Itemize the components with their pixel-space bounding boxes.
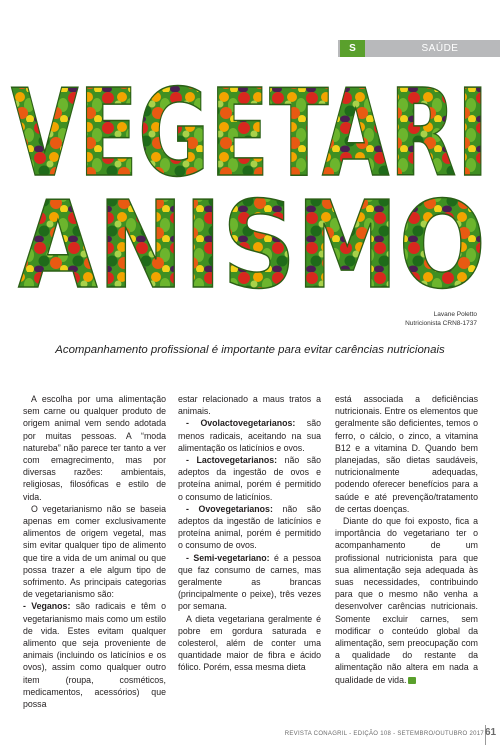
paragraph-final [335, 515, 478, 686]
paragraph-lacto [178, 454, 321, 503]
article-column-2 [178, 393, 321, 674]
paragraph-ovolacto [178, 417, 321, 454]
paragraph: estar relacionado a maus tratos a animais. [178, 394, 321, 417]
paragraph: A dieta vegetariana geralmente é pobre em gordura saturada e colesterol, além de conter uma quantidade maior de fibra e ácido fólico. Porém, essa mesma dieta [178, 613, 321, 673]
paragraph-veganos [23, 600, 166, 710]
title-line-1: VEGETARI [11, 65, 489, 204]
term-label: - Semi-vegetariano: [186, 552, 270, 563]
term-label: - Lactovegetarianos: [186, 455, 278, 466]
term-text: é a pessoa que faz consumo de carnes, mas geralmente as brancas (principalmente o peixe), três vezes por semana. [178, 552, 321, 612]
author-name: Lavane Poletto [433, 311, 477, 318]
term-text: são menos radicais, aceitando na sua alimentação os laticínios e ovos. [178, 418, 321, 453]
paragraph: O vegetarianismo não se baseia apenas em comer exclusivamente alimentos de origem vegetal, mas sim evitar qualquer tipo de alimento que tire a vida de um animal ou que possa trazer a ele algum tipo de sofrimento. As principais categorias de vegetarianismo são: [23, 503, 166, 600]
paragraph-text: Diante do que foi exposto, fica a importância do vegetariano ter o acompanhamento de um profissional nutricionista para que sua alimentação seja adequada às suas necessidades, contribuindo para que o mesmo não venha a desenvolver carências nutricionais. Somente excluir carnes, sem modificar o conteúdo global da alimentação, sem preocupação com a qualidade do restante da alimentação não altera em nada a qualidade de vida. [335, 516, 478, 685]
author-credit [352, 310, 477, 328]
section-badge: S [340, 40, 365, 57]
section-name: SAÚDE [421, 43, 459, 54]
term-text: são radicais e têm o vegetarianismo mais como um estilo de vida. Estes evitam qualquer alimento que seja proveniente de animais (incluindo os laticínios e os ovos), assim como qualquer outro item (roupa, cosméticos, medicamentos, acessórios) que possa [23, 601, 166, 710]
title-line-2: ANISMO [18, 177, 486, 302]
article-column-3 [335, 393, 478, 686]
term-label: - Veganos: [23, 601, 71, 612]
term-text: não são adeptos da ingestão de ovos e proteína animal, porém é permitido o consumo de laticínios. [178, 455, 321, 502]
term-label: - Ovolactovegetarianos: [186, 418, 296, 429]
page-number: 61 [485, 727, 497, 738]
paragraph-semi [178, 552, 321, 613]
article-subtitle: Acompanhamento profissional é importante para evitar carências nutricionais [55, 344, 445, 356]
footer-publication: REVISTA CONAGRIL - EDIÇÃO 108 - SETEMBRO/OUTUBRO 2017 [284, 731, 484, 737]
end-of-article-icon [408, 677, 416, 684]
author-role: Nutricionista CRN8-1737 [405, 320, 477, 327]
term-text: não são adeptos da ingestão de laticínios e proteína animal, porém é permitido o consumo de ovos. [178, 503, 321, 551]
paragraph: A escolha por uma alimentação sem carne ou qualquer produto de origem animal vem sendo adotada por muitas pessoas. A “moda natureba” não parece ter tanto a ver com emagrecimento, mas por diversas razões: ambientais, religiosas, filosóficas e estilo de vida. [23, 394, 166, 502]
article-column-1 [23, 393, 166, 710]
title-artwork [0, 62, 500, 302]
term-label: - Ovovegetarianos: [186, 503, 273, 514]
paragraph-ovo [178, 503, 321, 552]
paragraph: está associada a deficiências nutricionais. Entre os elementos que geralmente são deficientes, temos o ferro, o cálcio, o zinco, a vitamina B12 e a vitamina D. Quando bem planejadas, são dietas saudáveis, nutricionalmente adequadas, podendo oferecer benefícios para a saúde e até prevenção/tratamento de certas doenças. [335, 394, 478, 514]
page-footer [0, 725, 500, 745]
